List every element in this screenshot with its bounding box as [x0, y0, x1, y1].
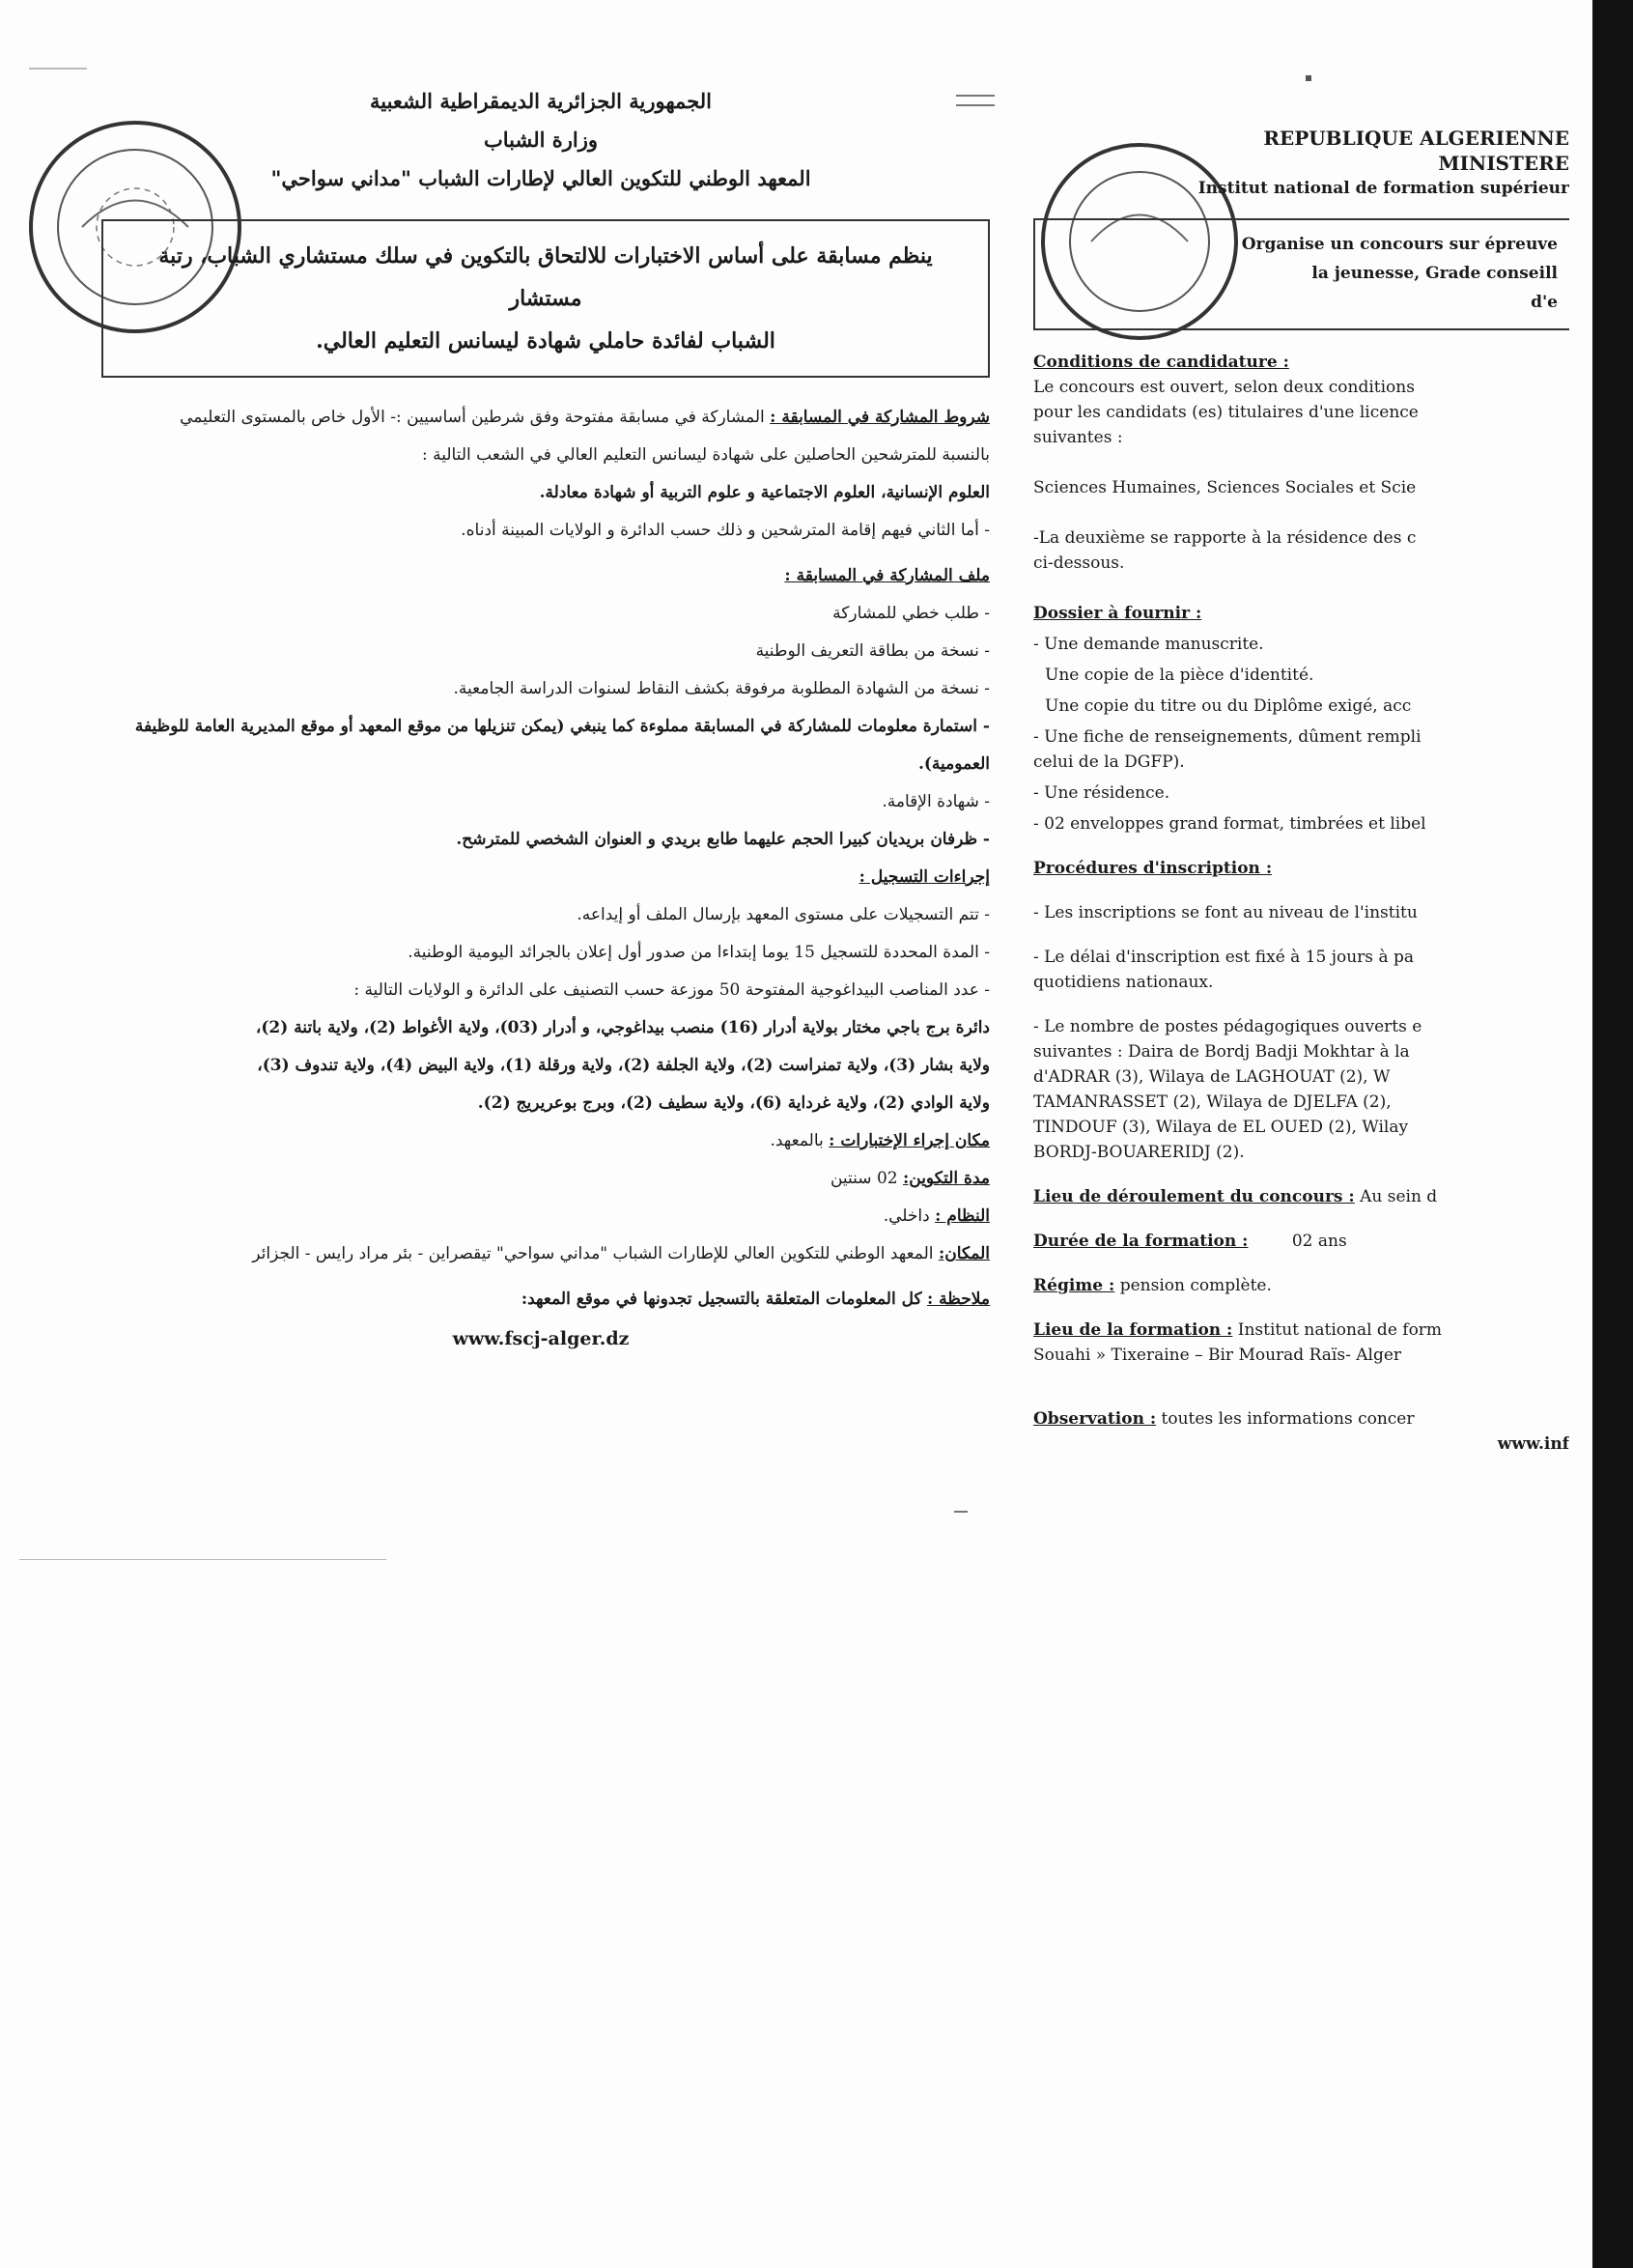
dossier-item: Une copie du titre ou du Diplôme exigé, acc	[1045, 696, 1412, 716]
regime-value: pension complète.	[1119, 1276, 1272, 1295]
conditions-title: Conditions de candidature :	[1033, 353, 1289, 372]
venue-label: مكان إجراء الإختبارات :	[829, 1131, 990, 1150]
scan-edge-bar	[1592, 0, 1633, 2268]
place-label: المكان:	[938, 1244, 990, 1263]
announcement-line: الشباب لفائدة حاملي شهادة ليسانس التعليم العالي.	[316, 328, 775, 354]
conditions-line: pour les candidats (es) titulaires d'une licence	[1033, 403, 1419, 422]
dossier-item: Une copie de la pièce d'identité.	[1045, 666, 1314, 685]
website-link[interactable]: www.fscj-alger.dz	[452, 1328, 630, 1349]
residence-line: -La deuxième se rapporte à la résidence des c	[1033, 528, 1417, 548]
posts-line: d'ADRAR (3), Wilaya de LAGHOUAT (2), W	[1033, 1067, 1391, 1087]
conditions-line: - أما الثاني فيهم إقامة المترشحين و ذلك حسب الدائرة و الولايات المبينة أدناه.	[461, 521, 990, 540]
regime-label: Régime :	[1033, 1276, 1115, 1295]
registration-item: - تتم التسجيلات على مستوى المعهد بإرسال الملف أو إيداعه.	[577, 905, 990, 924]
scan-dash	[954, 1511, 968, 1513]
procedures-item: - Le délai d'inscription est fixé à 15 jours à pa	[1033, 948, 1414, 967]
procedures-title: Procédures d'inscription :	[1033, 859, 1273, 878]
fields-line: Sciences Humaines, Sciences Sociales et Scie	[1033, 478, 1417, 497]
place-value: المعهد الوطني للتكوين العالي للإطارات الشباب "مداني سواحي" تيقصراين - بئر مراد رايس - الجزائر	[252, 1244, 934, 1263]
venue-label: Lieu de déroulement du concours :	[1033, 1187, 1355, 1206]
arabic-announcement	[92, 82, 990, 1349]
file-item: - ظرفان بريديان كبيرا الحجم عليهما طابع بريدي و العنوان الشخصي للمترشح.	[456, 830, 990, 849]
venue-line	[1033, 1184, 1569, 1209]
dossier-item: - Une résidence.	[1033, 783, 1170, 803]
posts-line: suivantes : Daira de Bordj Badji Mokhtar à la	[1033, 1042, 1410, 1062]
arabic-header-line: وزارة الشباب	[483, 128, 599, 152]
conditions-line: suivantes :	[1033, 428, 1123, 447]
note-label: ملاحظة :	[926, 1290, 990, 1309]
file-item: - طلب خطي للمشاركة	[832, 604, 990, 623]
duration-line	[92, 1160, 990, 1198]
venue-value: Au sein d	[1360, 1187, 1438, 1206]
procedures-item: - Les inscriptions se font au niveau de l'institu	[1033, 903, 1418, 922]
file-item: - نسخة من الشهادة المطلوبة مرفوقة بكشف النقاط لسنوات الدراسة الجامعية.	[453, 679, 990, 698]
french-announcement-box	[1033, 218, 1569, 330]
duration-value: 02 ans	[1291, 1232, 1347, 1251]
dossier-item: - Une fiche de renseignements, dûment rempli	[1033, 727, 1422, 747]
regime-line	[1033, 1273, 1569, 1298]
duration-value: 02 سنتين	[830, 1169, 898, 1188]
registration-item: ولاية الوادي (2)، ولاية غرداية (6)، ولاية سطيف (2)، وبرج بوعريريج (2).	[477, 1093, 990, 1113]
announcement-line: d'e	[1531, 293, 1558, 312]
place-line	[1033, 1318, 1569, 1343]
regime-label: النظام :	[935, 1206, 990, 1226]
dossier-item: - Une demande manuscrite.	[1033, 635, 1264, 654]
registration-item: - المدة المحددة للتسجيل 15 يوما إبتداءا من صدور أول إعلان بالجرائد اليومية الوطنية.	[408, 943, 990, 962]
announcement-line: ينظم مسابقة على أساس الاختبارات للالتحاق بالتكوين في سلك مستشاري الشباب، رتبة مستشار	[158, 243, 933, 311]
observation-line	[1033, 1406, 1569, 1432]
place-line	[92, 1235, 990, 1273]
note-value: كل المعلومات المتعلقة بالتسجيل تجدونها في موقع المعهد:	[521, 1290, 922, 1309]
venue-value: بالمعهد.	[770, 1131, 824, 1150]
arabic-announcement-box	[101, 219, 990, 378]
duration-label: Durée de la formation :	[1033, 1232, 1249, 1251]
french-header-line: REPUBLIQUE ALGERIENNE	[1263, 127, 1569, 150]
registration-item: ولاية بشار (3)، ولاية تمنراست (2)، ولاية الجلفة (2)، ولاية ورقلة (1)، ولاية البيض (4)، ولاية تندوف (3)،	[257, 1056, 990, 1075]
file-item: - شهادة الإقامة.	[882, 792, 990, 811]
residence-line: ci-dessous.	[1033, 553, 1125, 573]
registration-title: إجراءات التسجيل :	[859, 867, 990, 887]
conditions-paragraph	[92, 399, 990, 437]
procedures-item: quotidiens nationaux.	[1033, 973, 1214, 992]
arabic-header-line: المعهد الوطني للتكوين العالي لإطارات الشباب "مداني سواحي"	[270, 166, 811, 190]
place-label: Lieu de la formation :	[1033, 1320, 1233, 1340]
announcement-line: Organise un concours sur épreuve	[1241, 235, 1558, 254]
duration-line	[1033, 1229, 1569, 1254]
arabic-header-line: الجمهورية الجزائرية الديمقراطية الشعبية	[369, 89, 712, 113]
website-link[interactable]: www.inf	[1497, 1434, 1569, 1454]
registration-item: - عدد المناصب البيداغوجية المفتوحة 50 موزعة حسب التصنيف على الدائرة و الولايات التالية :	[353, 980, 990, 1000]
regime-value: داخلي.	[883, 1206, 930, 1226]
announcement-line: la jeunesse, Grade conseill	[1311, 264, 1558, 283]
venue-line	[92, 1122, 990, 1160]
conditions-title: شروط المشاركة في المسابقة :	[770, 408, 990, 427]
file-item: - استمارة معلومات للمشاركة في المسابقة مملوءة كما ينبغي (يمكن تنزيلها من موقع المعهد أو موقع المديرية العامة للوظيفة العمومية).	[134, 717, 990, 774]
dossier-item: - 02 enveloppes grand format, timbrées et libel	[1033, 814, 1426, 834]
posts-line: BORDJ-BOUARERIDJ (2).	[1033, 1143, 1245, 1162]
conditions-text: المشاركة في مسابقة مفتوحة وفق شرطين أساسيين :- الأول خاص بالمستوى التعليمي	[180, 408, 765, 427]
posts-line: TAMANRASSET (2), Wilaya de DJELFA (2),	[1033, 1092, 1392, 1112]
dossier-title: Dossier à fournir :	[1033, 604, 1202, 623]
registration-item: دائرة برج باجي مختار بولاية أدرار (16) منصب بيداغوجي، و أدرار (03)، ولاية الأغواط (2)، ولاية باتنة (2)،	[255, 1018, 990, 1037]
place-line-2: Souahi » Tixeraine – Bir Mourad Raïs- Alger	[1033, 1346, 1402, 1365]
french-announcement	[1033, 126, 1569, 1457]
place-value: Institut national de form	[1237, 1320, 1443, 1340]
scan-dash	[19, 1559, 386, 1560]
conditions-line: Le concours est ouvert, selon deux conditions	[1033, 378, 1415, 397]
dossier-item: celui de la DGFP).	[1033, 752, 1185, 772]
duration-label: مدة التكوين:	[902, 1169, 990, 1188]
scan-dash	[29, 68, 87, 70]
observation-label: Observation :	[1033, 1409, 1157, 1429]
french-header-line: MINISTERE	[1438, 152, 1569, 175]
file-item: - نسخة من بطاقة التعريف الوطنية	[755, 641, 990, 661]
posts-line: - Le nombre de postes pédagogiques ouverts e	[1033, 1017, 1422, 1036]
note-line	[92, 1281, 990, 1318]
file-title: ملف المشاركة في المسابقة :	[784, 566, 990, 585]
observation-value: toutes les informations concer	[1161, 1409, 1415, 1429]
scan-speck	[1306, 75, 1311, 81]
french-header-line: Institut national de formation supérieur	[1197, 179, 1569, 198]
posts-line: TINDOUF (3), Wilaya de EL OUED (2), Wilay	[1033, 1118, 1409, 1137]
conditions-line: العلوم الإنسانية، العلوم الاجتماعية و علوم التربية أو شهادة معادلة.	[539, 483, 990, 502]
conditions-line: بالنسبة للمترشحين الحاصلين على شهادة ليسانس التعليم العالي في الشعب التالية :	[422, 445, 990, 465]
regime-line	[92, 1198, 990, 1235]
